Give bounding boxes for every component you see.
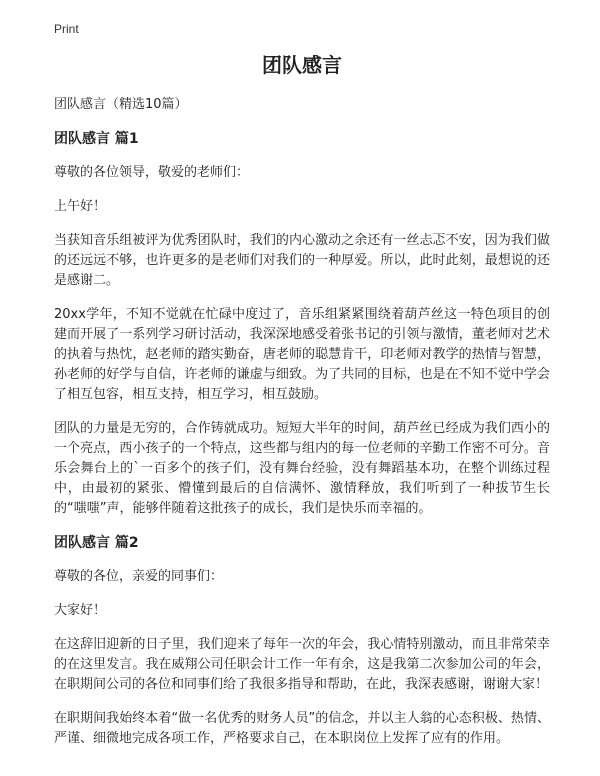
greeting: 上午好！ xyxy=(54,199,107,214)
section-2 xyxy=(54,533,550,749)
page-title: 团队感言 xyxy=(262,53,342,77)
section-heading: 团队感言 篇1 xyxy=(54,131,139,147)
document-page xyxy=(54,52,550,763)
section-heading: 团队感言 篇2 xyxy=(54,535,139,551)
greeting: 大家好！ xyxy=(54,603,107,618)
salutation: 尊敬的各位领导，敬爱的老师们： xyxy=(54,165,250,180)
paragraph: 20xx学年，不知不觉就在忙碌中度过了，音乐组紧紧围绕着葫芦丝这一特色项目的创建而开展了一系列学习研讨活动，我深深地感受着张书记的引领与激情，董老师对艺术的执着与热忱，赵老师的踏实勤奋，唐老师的聪慧肯干，印老师对教学的热情与智慧，孙老师的好学与自信，许老师的谦虚与细致。为了共同的目标，也是在不知不觉中学会了相互包容，相互支持，相互学习，相互鼓励。 xyxy=(54,307,550,402)
section-1 xyxy=(54,129,550,519)
salutation: 尊敬的各位，亲爱的同事们： xyxy=(54,569,224,584)
print-link[interactable]: Print xyxy=(54,22,79,36)
paragraph: 当获知音乐组被评为优秀团队时，我们的内心激动之余还有一丝忐忑不安，因为我们做的还远远不够，也许更多的是老师们对我们的一种厚爱。所以，此时此刻，最想说的还是感谢二。 xyxy=(54,233,550,288)
document-subtitle: 团队感言（精选10篇） xyxy=(54,97,188,112)
paragraph: 团队的力量是无穷的，合作铸就成功。短短大半年的时间，葫芦丝已经成为我们西小的一个亮点，西小孩子的一个特点，这些都与组内的每一位老师的辛勤工作密不可分。音乐会舞台上的`一百多个的孩子们，没有舞台经验，没有舞蹈基本功，在整个训练过程中，由最初的紧张、懵懂到最后的自信满怀、激情释放，我们听到了一种拔节生长的“嗤嗤”声，能够伴随着这批孩子的成长，我们是快乐而幸福的。 xyxy=(54,421,550,516)
paragraph: 在这辞旧迎新的日子里，我们迎来了每年一次的年会，我心情特别激动，而且非常荣幸的在这里发言。我在威翔公司任职会计工作一年有余，这是我第二次参加公司的年会，在职期间公司的各位和同事们给了我很多指导和帮助，在此，我深表感谢，谢谢大家！ xyxy=(54,637,550,692)
paragraph: 在职期间我始终本着“做一名优秀的财务人员”的信念，并以主人翁的心态积极、热情、严谨、细微地完成各项工作，严格要求自己，在本职岗位上发挥了应有的作用。 xyxy=(54,711,550,746)
